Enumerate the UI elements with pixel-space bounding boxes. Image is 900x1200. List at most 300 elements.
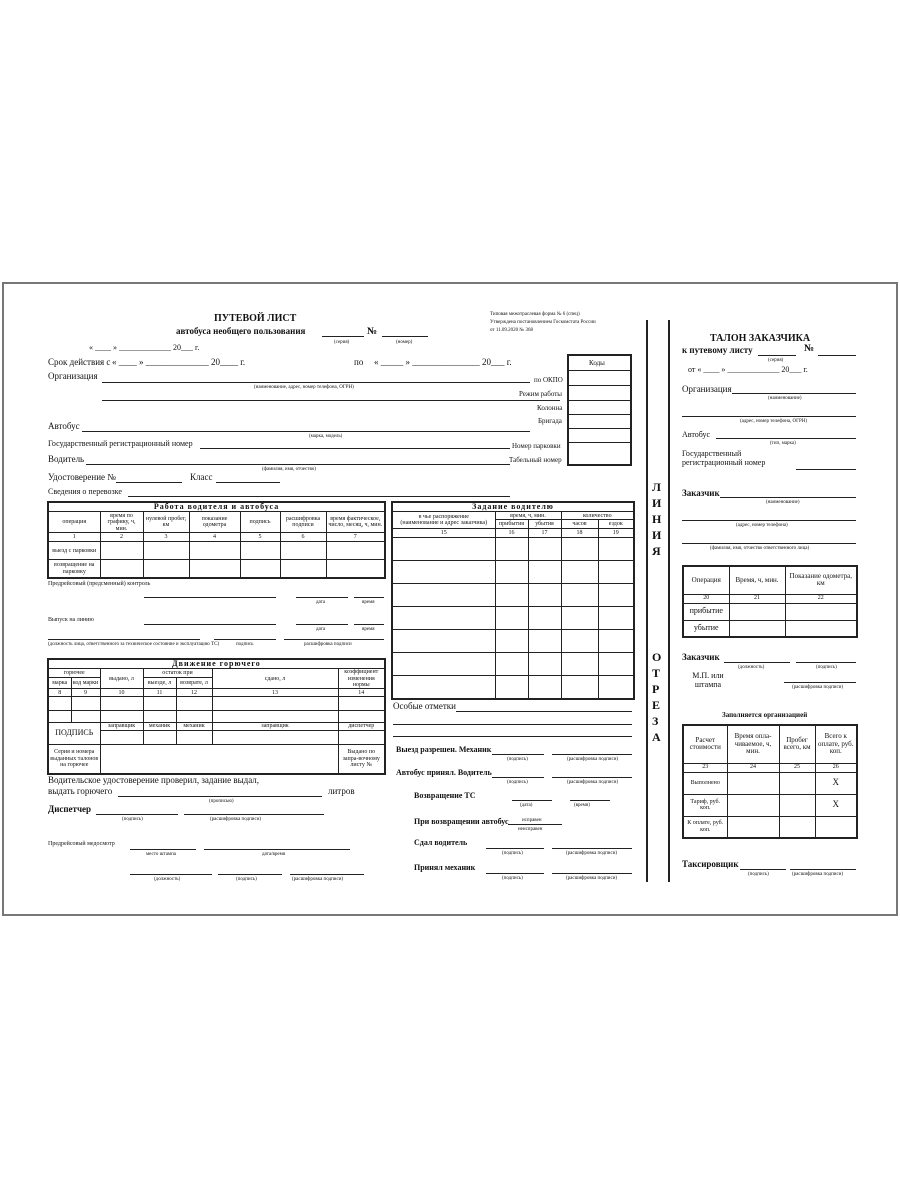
date-hint: дата xyxy=(316,600,326,605)
task-cell[interactable] xyxy=(561,630,598,653)
task-h-trips: ездок xyxy=(598,520,634,529)
code-okpo: по ОКПО xyxy=(534,376,563,384)
decode-hint: (расшифровка подписи) xyxy=(567,757,619,762)
fuel-h-fuel: горючее xyxy=(48,669,100,678)
coupon-customer-sig[interactable] xyxy=(796,662,856,663)
coupon-calc-cell[interactable] xyxy=(815,816,857,838)
return-time[interactable] xyxy=(570,800,610,801)
task-cell[interactable] xyxy=(598,653,634,676)
work-cell[interactable] xyxy=(240,560,280,578)
coupon-calc-cell[interactable] xyxy=(779,816,815,838)
work-cell[interactable] xyxy=(189,542,240,560)
work-num: 6 xyxy=(280,533,326,542)
exit-allowed-label: Выезд разрешен. Механик xyxy=(396,745,492,754)
coupon-op-num: 22 xyxy=(785,594,857,603)
organization-field[interactable] xyxy=(102,382,530,383)
codes-header: Коды xyxy=(589,359,605,367)
task-num: 18 xyxy=(561,529,598,538)
work-h-signature: подпись xyxy=(240,512,280,533)
coupon-fill-org: Заполняется организацией xyxy=(722,711,808,719)
task-cell[interactable] xyxy=(392,584,495,607)
work-cell[interactable] xyxy=(189,560,240,578)
task-cell[interactable] xyxy=(495,653,528,676)
coupon-calc-cross: Х xyxy=(815,794,857,816)
task-cell[interactable] xyxy=(495,584,528,607)
coupon-taxer-label: Таксировщик xyxy=(682,859,739,869)
work-row-departure: выезд с парковки xyxy=(48,542,100,560)
coupon-calc-num: 26 xyxy=(815,763,857,772)
task-h-qty: количество xyxy=(561,512,634,520)
position-hint: (должность) xyxy=(154,877,181,882)
received-label: Принял механик xyxy=(414,863,476,872)
coupon-calc-cell[interactable] xyxy=(727,816,779,838)
return-date[interactable] xyxy=(512,800,552,801)
task-cell[interactable] xyxy=(561,584,598,607)
fuel-sig-cell[interactable] xyxy=(100,730,143,744)
date-hint: (дата) xyxy=(520,803,533,808)
work-cell[interactable] xyxy=(280,542,326,560)
work-num: 5 xyxy=(240,533,280,542)
waybill-sheet xyxy=(2,282,898,916)
release-field[interactable] xyxy=(144,624,276,625)
coupon-op-cell[interactable] xyxy=(729,603,785,620)
work-row-return: возвращение на парковку xyxy=(48,560,100,578)
name-hint: (наименование) xyxy=(766,500,800,505)
addr-hint: (адрес, номер телефона, ОГРН) xyxy=(740,419,808,424)
task-cell[interactable] xyxy=(495,630,528,653)
work-cell[interactable] xyxy=(326,560,385,578)
coupon-taxer-sig[interactable] xyxy=(740,869,786,870)
fuel-sig-label: механик xyxy=(143,723,176,730)
coupon-customer-field[interactable] xyxy=(720,497,856,498)
sig-hint: (подпись) xyxy=(507,757,528,762)
fuel-caption: Движение горючего xyxy=(48,659,385,669)
received-decode[interactable] xyxy=(552,873,632,874)
handed-decode[interactable] xyxy=(552,848,632,849)
task-cell[interactable] xyxy=(392,561,495,584)
coupon-op-table xyxy=(682,565,858,638)
coupon-calc-cross: Х xyxy=(815,772,857,794)
fuel-sig-label: диспетчер xyxy=(338,723,385,730)
task-caption: Задание водителю xyxy=(392,502,634,512)
coupon-bus-field[interactable] xyxy=(716,438,856,439)
task-cell[interactable] xyxy=(598,630,634,653)
fuel-h-coef: коэффициент изменения нормы xyxy=(338,669,385,689)
coupon-calc-h: Время опла-чиваемое, ч, мин. xyxy=(727,725,779,763)
fuel-sig-cell[interactable] xyxy=(338,730,385,744)
fuel-num: 14 xyxy=(338,689,385,697)
state-reg-field[interactable] xyxy=(200,448,510,449)
coupon-state-reg-field[interactable] xyxy=(796,469,856,470)
exit-decode[interactable] xyxy=(552,754,632,755)
task-cell[interactable] xyxy=(598,561,634,584)
task-h-hours: часов xyxy=(561,520,598,529)
fuel-cell[interactable] xyxy=(338,711,385,723)
coupon-number-sign: № xyxy=(804,343,815,354)
task-cell[interactable] xyxy=(495,561,528,584)
time-hint: время xyxy=(362,627,375,632)
coupon-op-num: 20 xyxy=(683,594,729,603)
work-caption: Работа водителя и автобуса xyxy=(48,502,385,512)
task-cell[interactable] xyxy=(561,653,598,676)
coupon-calc-num: 24 xyxy=(727,763,779,772)
handed-label: Сдал водитель xyxy=(414,838,468,847)
fuel-h-brand: марка xyxy=(48,678,71,689)
fuel-coupons-field[interactable] xyxy=(100,744,338,774)
carrier-label: Сведения о перевозке xyxy=(48,487,122,496)
class-field[interactable] xyxy=(216,482,280,483)
task-num: 17 xyxy=(528,529,561,538)
sig-hint: подпись xyxy=(236,642,254,647)
coupon-customer-position[interactable] xyxy=(724,662,790,663)
fuel-h-rest: остаток при xyxy=(143,669,212,678)
return-label: Возвращение ТС xyxy=(414,791,476,800)
task-cell[interactable] xyxy=(528,676,561,699)
fuel-amount-field[interactable] xyxy=(118,796,322,797)
sig-hint: (подпись) xyxy=(507,780,528,785)
coupon-op-h: Операция xyxy=(683,566,729,594)
coupon-calc-cell[interactable] xyxy=(727,772,779,794)
task-cell[interactable] xyxy=(598,607,634,630)
coupon-calc-h: Всего к оплате, руб. коп. xyxy=(815,725,857,763)
form-info-2: Утверждена постановлением Госкомстата России xyxy=(490,320,596,325)
phone-hint: (адрес, номер телефона) xyxy=(736,523,788,528)
received-sig[interactable] xyxy=(486,873,544,874)
coupon-mp: М.П. или штампа xyxy=(692,671,724,689)
driver-label: Водитель xyxy=(48,454,85,464)
fuel-h-handed: сдано, л xyxy=(212,669,338,689)
name-hint: (наименование) xyxy=(768,396,802,401)
driver-hint: (фамилия, имя, отчество) xyxy=(262,467,316,472)
special-field[interactable] xyxy=(456,711,632,712)
coupon-calc-cell[interactable] xyxy=(779,794,815,816)
coupon-op-num: 21 xyxy=(729,594,785,603)
task-cell[interactable] xyxy=(561,538,598,561)
special-field-2[interactable] xyxy=(393,724,632,725)
date-hint: дата xyxy=(316,627,326,632)
cut-letter: О xyxy=(652,650,663,664)
checked-text: Водительское удостоверение проверил, задание выдал, xyxy=(48,775,260,785)
form-info-1: Типовая межотраслевая форма № 6 (спец) xyxy=(490,312,580,317)
person-hint: (фамилия, имя, отчество ответственного лица) xyxy=(710,546,810,551)
cut-letter: Н xyxy=(652,512,663,526)
fuel-cell[interactable] xyxy=(212,711,338,723)
fuel-cell[interactable] xyxy=(176,697,212,711)
task-h-arrival: прибытия xyxy=(495,520,528,529)
coupon-calc-tariff: Тариф, руб. коп. xyxy=(683,794,727,816)
series-hint: (серия) xyxy=(768,358,784,363)
task-table xyxy=(391,501,635,700)
codes-box xyxy=(567,354,632,466)
fuel-num: 12 xyxy=(176,689,212,697)
carrier-field[interactable] xyxy=(128,496,510,497)
cut-line-right xyxy=(668,320,670,882)
pretrip-label: Предрейсовый (предсменный) контроль xyxy=(48,581,151,587)
coupon-op-cell[interactable] xyxy=(729,620,785,637)
datetime-hint: дата/время xyxy=(262,852,286,857)
task-cell[interactable] xyxy=(561,607,598,630)
cut-letter: Л xyxy=(652,480,662,494)
work-num: 7 xyxy=(326,533,385,542)
work-cell[interactable] xyxy=(143,560,189,578)
decode-hint: (расшифровка подписи) xyxy=(292,877,344,882)
code-tab: Табельный номер xyxy=(509,456,562,464)
coupon-calc-num: 23 xyxy=(683,763,727,772)
code-brigade: Бригада xyxy=(538,417,562,425)
task-cell[interactable] xyxy=(598,676,634,699)
special-label: Особые отметки xyxy=(393,701,456,711)
coupon-calc-h: Расчет стоимости xyxy=(683,725,727,763)
decode-hint: расшифровка подписи xyxy=(304,642,352,647)
state-bad[interactable]: неисправен xyxy=(518,827,543,832)
coupon-customer-person[interactable] xyxy=(682,543,856,544)
cut-letter: Е xyxy=(652,698,662,712)
fuel-sig-label: механик xyxy=(176,723,212,730)
decode-hint: (расшифровка подписи) xyxy=(567,780,619,785)
cut-letter: Р xyxy=(652,682,661,696)
coupon-calc-done: Выполнено xyxy=(683,772,727,794)
validity-to: « _____ » _______________ 20___ г. xyxy=(374,357,512,367)
exit-sig[interactable] xyxy=(492,754,544,755)
coupon-customer-addr[interactable] xyxy=(682,520,856,521)
handed-sig[interactable] xyxy=(486,848,544,849)
work-h-decode: расшифровка подписи xyxy=(280,512,326,533)
fuel-cell[interactable] xyxy=(143,711,176,723)
license-label: Удостоверение № xyxy=(48,472,116,482)
work-cell[interactable] xyxy=(100,560,143,578)
work-h-zero-run: нулевой пробег, км xyxy=(143,512,189,533)
fuel-cell[interactable] xyxy=(71,711,100,723)
number-sign: № xyxy=(367,326,378,337)
cut-letter: Т xyxy=(652,666,662,680)
coupon-bus-label: Автобус xyxy=(682,430,711,439)
task-cell[interactable] xyxy=(528,561,561,584)
work-h-schedule: время по графику, ч, мин. xyxy=(100,512,143,533)
coupon-number[interactable] xyxy=(818,355,856,356)
words-hint: (прописью) xyxy=(209,799,234,804)
accept-decode[interactable] xyxy=(552,777,632,778)
work-cell[interactable] xyxy=(280,560,326,578)
coupon-subtitle: к путевому листу xyxy=(682,345,753,355)
fuel-sig-label: заправщик xyxy=(212,723,338,730)
decode-hint: (расшифровка подписи) xyxy=(792,685,844,690)
license-field[interactable] xyxy=(116,482,182,483)
task-cell[interactable] xyxy=(528,630,561,653)
accept-sig[interactable] xyxy=(492,777,544,778)
issue-fuel-label: выдать горючего xyxy=(48,786,113,796)
fuel-cell[interactable] xyxy=(100,697,143,711)
task-cell[interactable] xyxy=(528,538,561,561)
fuel-num: 8 xyxy=(48,689,71,697)
series-line xyxy=(322,336,364,337)
sig-hint: (подпись) xyxy=(816,665,837,670)
validity-from: « ____ » ______________ 20____ г. xyxy=(112,357,246,367)
fuel-cell[interactable] xyxy=(176,711,212,723)
fuel-sig-cell[interactable] xyxy=(176,730,212,744)
coupon-calc-pay: К оплате, руб. коп. xyxy=(683,816,727,838)
coupon-decode[interactable] xyxy=(784,682,856,683)
fuel-cell[interactable] xyxy=(212,697,338,711)
fuel-sign-row: ПОДПИСЬ xyxy=(48,723,100,744)
task-h-disposal: в чье распоряжение xyxy=(418,514,469,521)
fuel-cell[interactable] xyxy=(100,711,143,723)
fuel-num: 11 xyxy=(143,689,176,697)
task-cell[interactable] xyxy=(561,561,598,584)
medical-stamp[interactable] xyxy=(130,849,196,850)
series-hint: (серия) xyxy=(334,340,350,345)
coupon-taxer-decode[interactable] xyxy=(790,869,856,870)
bus-accepted-label: Автобус принял. Водитель xyxy=(396,768,492,777)
task-cell[interactable] xyxy=(392,676,495,699)
coupon-title: ТАЛОН ЗАКАЗЧИКА xyxy=(710,333,811,344)
pretrip-field[interactable] xyxy=(144,597,276,598)
coupon-op-h: Показание одометра, км xyxy=(785,566,857,594)
coupon-state-reg-label: Государственный регистрационный номер xyxy=(682,449,766,467)
task-cell[interactable] xyxy=(561,676,598,699)
coupon-calc-cell[interactable] xyxy=(727,794,779,816)
task-h-time: время, ч, мин. xyxy=(495,512,561,520)
work-cell[interactable] xyxy=(143,542,189,560)
decode-hint: (расшифровка подписи) xyxy=(210,817,262,822)
dispatcher-sig[interactable] xyxy=(96,814,178,815)
coupon-customer-sig-label: Заказчик xyxy=(682,652,720,662)
sig-hint: (подпись) xyxy=(502,876,523,881)
time-hint: (время) xyxy=(574,803,590,808)
coupon-calc-cell[interactable] xyxy=(779,772,815,794)
fuel-coupons: Серия и номера выданных талонов на горючее xyxy=(48,744,100,774)
cut-line-left xyxy=(646,320,648,882)
task-cell[interactable] xyxy=(392,653,495,676)
fuel-num: 13 xyxy=(212,689,338,697)
code-mode: Режим работы xyxy=(519,390,563,398)
coupon-customer-label: Заказчик xyxy=(682,488,720,498)
work-h-actual: время фактическое, число, месяц, ч, мин. xyxy=(326,512,385,533)
task-cell[interactable] xyxy=(598,538,634,561)
coupon-calc-table xyxy=(682,724,858,839)
on-return-label: При возвращении автобус xyxy=(414,817,509,826)
work-num: 4 xyxy=(189,533,240,542)
validity-to-label: по xyxy=(354,357,364,367)
fuel-cell[interactable] xyxy=(338,697,385,711)
special-field-3[interactable] xyxy=(393,736,632,737)
page-subtitle: автобуса необщего пользования xyxy=(176,326,306,336)
driver-field[interactable] xyxy=(86,464,510,465)
sig-hint: (подпись) xyxy=(748,872,769,877)
coupon-op-cell[interactable] xyxy=(785,620,857,637)
dispatcher-decode[interactable] xyxy=(184,814,324,815)
sig-hint: (подпись) xyxy=(502,851,523,856)
work-cell[interactable] xyxy=(326,542,385,560)
work-num: 2 xyxy=(100,533,143,542)
coupon-op-h: Время, ч, мин. xyxy=(729,566,785,594)
coupon-series[interactable] xyxy=(758,355,796,356)
coupon-calc-num: 25 xyxy=(779,763,815,772)
fuel-h-out: выезде, л xyxy=(143,678,176,689)
decode-hint: (расшифровка подписи) xyxy=(566,876,618,881)
cut-letter: И xyxy=(652,496,663,510)
fuel-cell[interactable] xyxy=(71,697,100,711)
task-cell[interactable] xyxy=(598,584,634,607)
coupon-op-cell[interactable] xyxy=(785,603,857,620)
page-title: ПУТЕВОЙ ЛИСТ xyxy=(214,313,297,324)
fuel-h-back: возврате, л xyxy=(176,678,212,689)
stamp-hint: место штампа xyxy=(146,852,176,857)
coupon-date: от « ____ » _____________ 20___ г. xyxy=(688,365,808,374)
bus-hint: (марка, модель) xyxy=(309,434,343,439)
state-reg-label: Государственный регистрационный номер xyxy=(48,439,193,448)
organization-field-2[interactable] xyxy=(102,400,560,401)
fuel-sig-cell[interactable] xyxy=(143,730,176,744)
fuel-num: 9 xyxy=(71,689,100,697)
coupon-org-addr[interactable] xyxy=(682,416,856,417)
fuel-cell[interactable] xyxy=(48,711,71,723)
cut-letter: А xyxy=(652,730,662,744)
decode-hint: (расшифровка подписи) xyxy=(566,851,618,856)
organization-hint: (наименование, адрес, номер телефона, ОГРН) xyxy=(254,385,354,390)
class-label: Класс xyxy=(190,472,213,482)
task-cell[interactable] xyxy=(495,607,528,630)
fuel-sig-label: заправщик xyxy=(100,723,143,730)
position-hint: (должность) xyxy=(738,665,765,670)
task-cell[interactable] xyxy=(392,607,495,630)
fuel-num: 10 xyxy=(100,689,143,697)
decode-hint: (расшифровка подписи) xyxy=(792,872,844,877)
task-num: 19 xyxy=(598,529,634,538)
coupon-org-field[interactable] xyxy=(732,393,856,394)
work-table xyxy=(47,501,386,579)
sig-hint: (подпись) xyxy=(236,877,257,882)
cut-letter: И xyxy=(652,528,663,542)
cut-letter: З xyxy=(652,714,660,728)
task-num: 16 xyxy=(495,529,528,538)
liters-label: литров xyxy=(328,786,355,796)
task-h-disposal-sub: (наименование и адрес заказчика) xyxy=(400,520,488,527)
fuel-issued-to: Выдано по запра-вочному листу № xyxy=(338,744,385,774)
work-num: 1 xyxy=(48,533,100,542)
number-line xyxy=(382,336,428,337)
task-cell[interactable] xyxy=(495,538,528,561)
bus-hint: (тип, марка) xyxy=(770,441,796,446)
work-cell[interactable] xyxy=(240,542,280,560)
task-cell[interactable] xyxy=(528,653,561,676)
task-cell[interactable] xyxy=(495,676,528,699)
issue-date: « ____ » _____________ 20___ г. xyxy=(89,343,200,352)
medical-datetime[interactable] xyxy=(204,849,350,850)
responsible-hint: (должность лица, ответственного за техническое состояние и эксплуатацию ТС) xyxy=(48,642,220,647)
bus-field[interactable] xyxy=(82,431,530,432)
form-info-3: от 11.09.2020 № 368 xyxy=(490,328,533,333)
fuel-cell[interactable] xyxy=(143,697,176,711)
task-cell[interactable] xyxy=(392,630,495,653)
organization-label: Организация xyxy=(48,371,98,381)
code-parking: Номер парковки xyxy=(512,442,561,450)
task-cell[interactable] xyxy=(528,584,561,607)
task-cell[interactable] xyxy=(528,607,561,630)
fuel-h-code: код марки xyxy=(71,678,100,689)
work-cell[interactable] xyxy=(100,542,143,560)
task-cell[interactable] xyxy=(392,538,495,561)
coupon-op-arrival: прибытие xyxy=(683,603,729,620)
fuel-h-issued: выдано, л xyxy=(100,669,143,689)
fuel-sig-cell[interactable] xyxy=(212,730,338,744)
state-ok[interactable]: исправен xyxy=(522,818,542,823)
work-h-odometer: показание одометра xyxy=(189,512,240,533)
time-hint: время xyxy=(362,600,375,605)
fuel-cell[interactable] xyxy=(48,697,71,711)
work-h-operation: операция xyxy=(48,512,100,533)
dispatcher-label: Диспетчер xyxy=(48,804,92,814)
coupon-calc-h: Пробег всего, км xyxy=(779,725,815,763)
